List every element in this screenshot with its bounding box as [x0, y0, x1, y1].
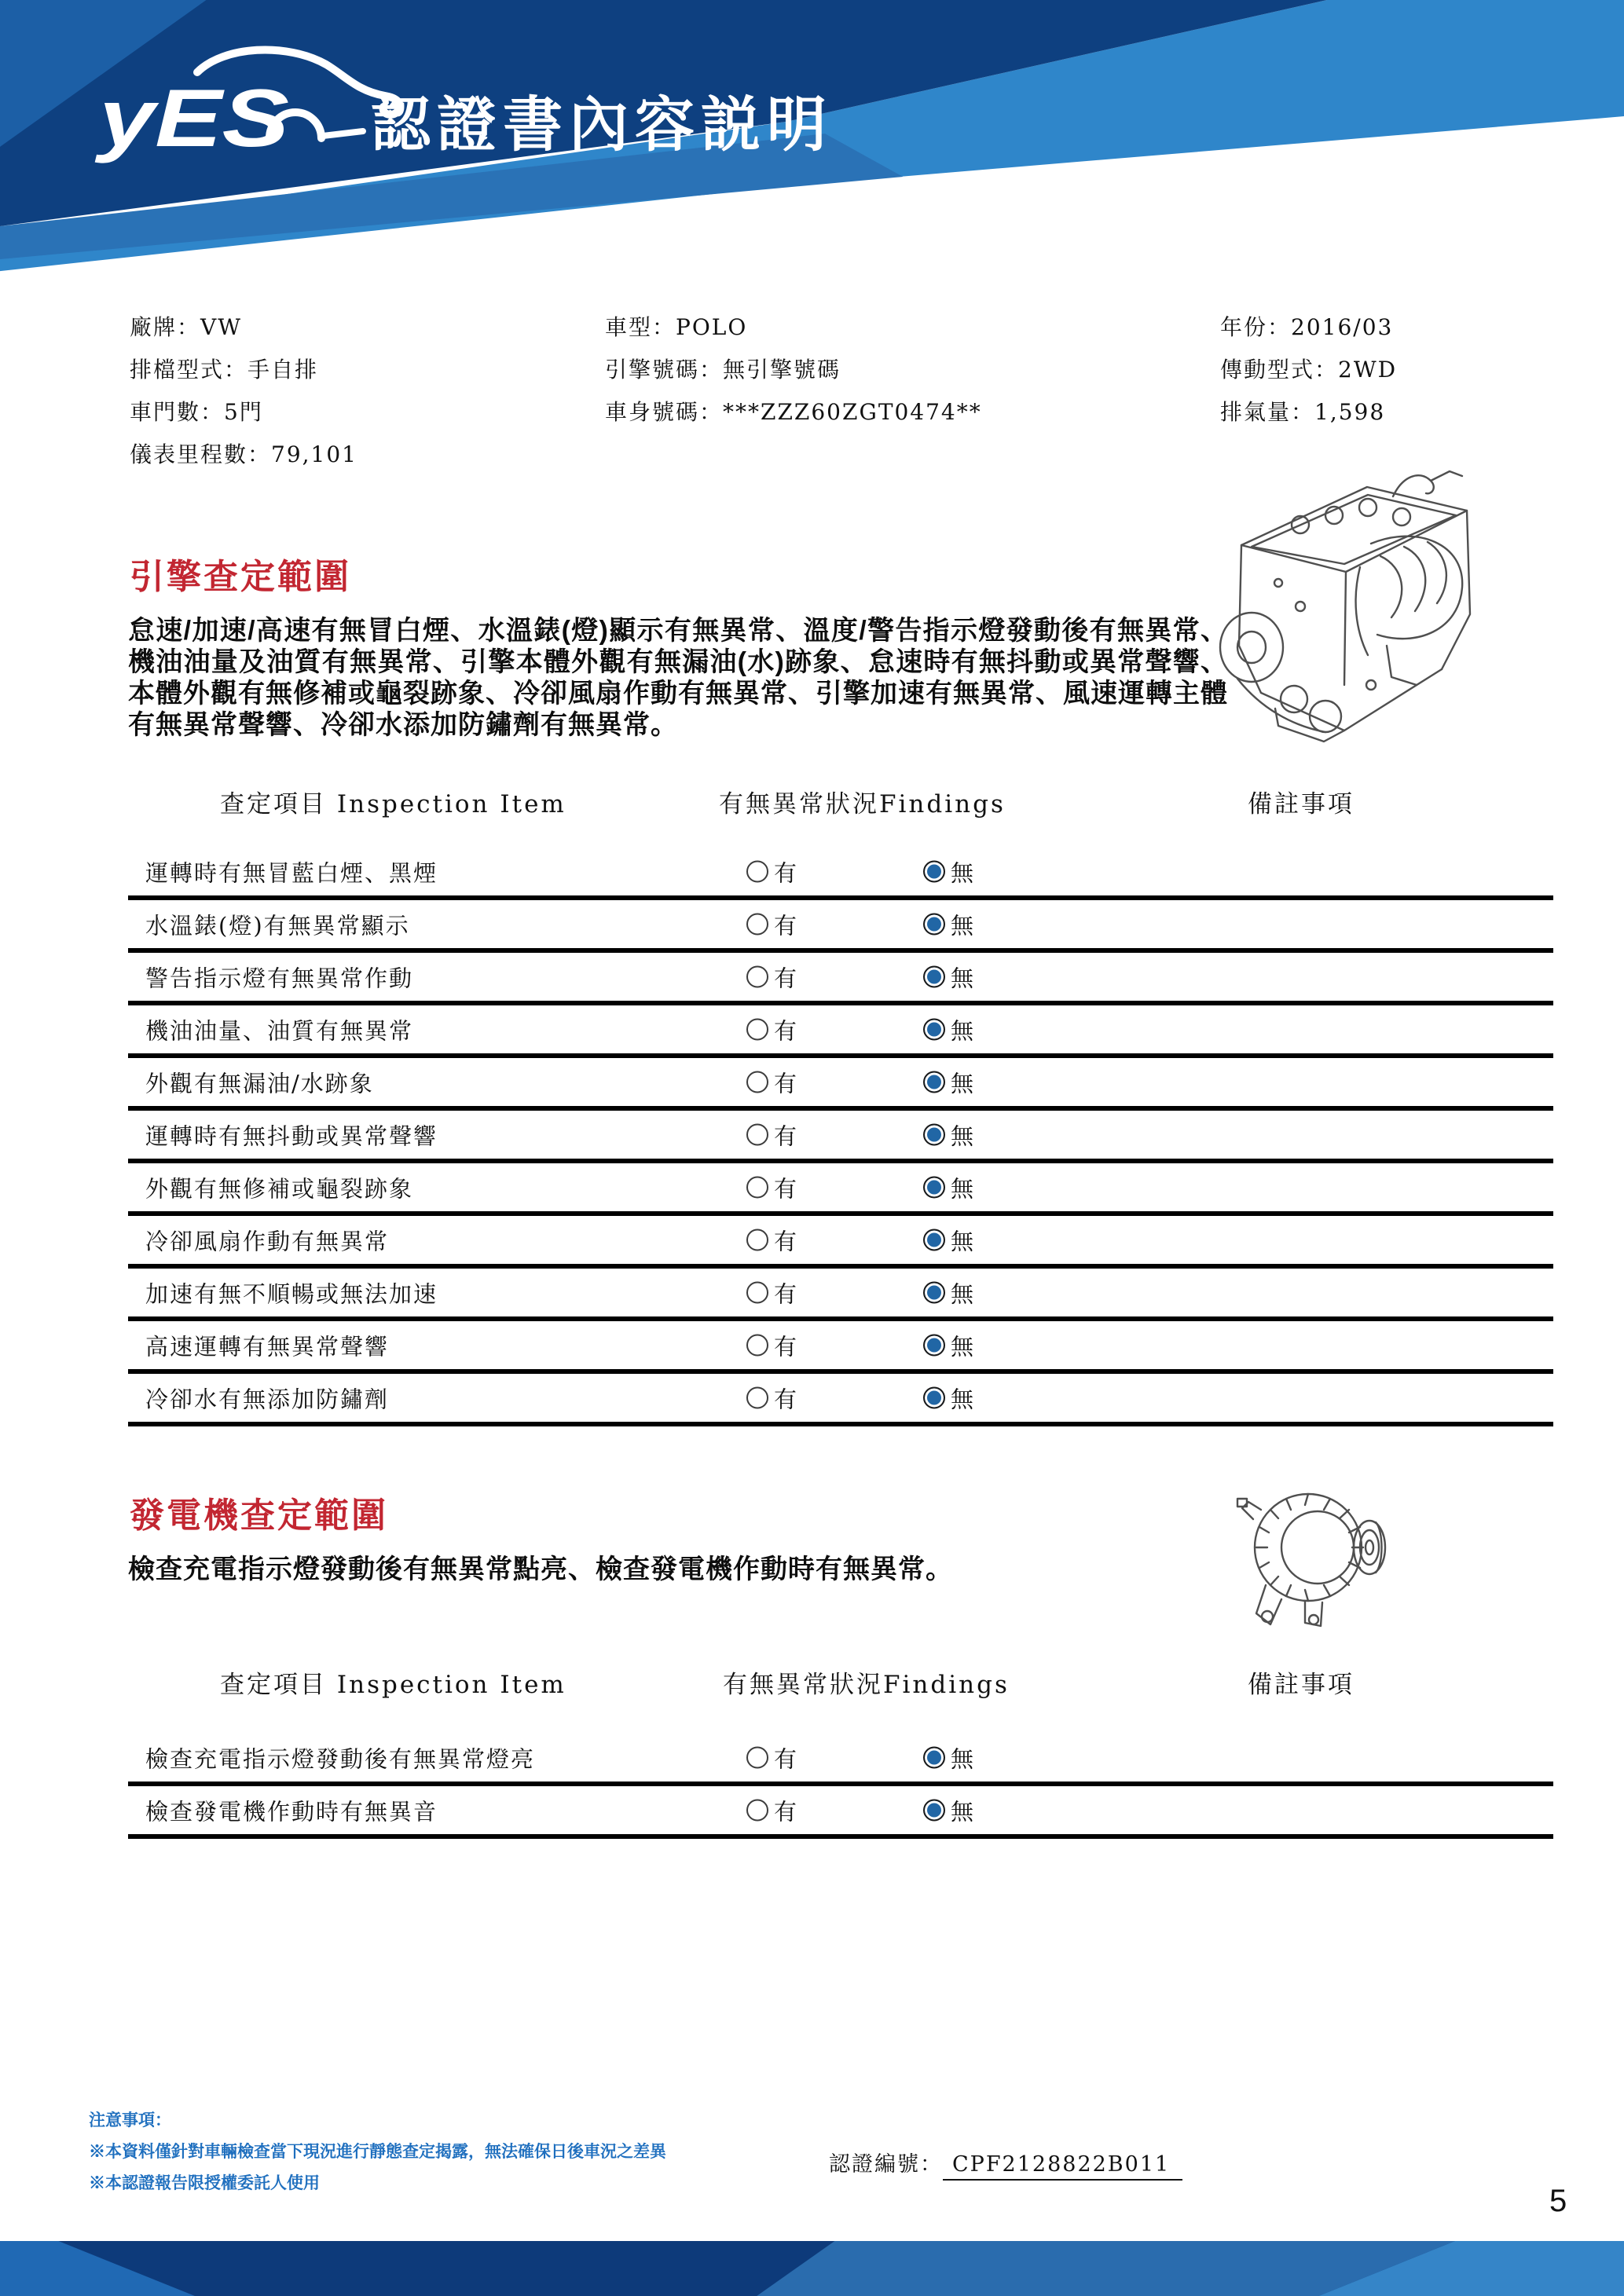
radio-circle-icon — [746, 1800, 768, 1822]
vehicle-engine-number: 引擎號碼：無引擎號碼 — [605, 357, 841, 383]
radio-circle-icon — [923, 1177, 945, 1199]
radio-circle-icon — [746, 1335, 768, 1357]
certificate-number: CPF2128822B011 — [943, 2152, 1182, 2181]
vehicle-brand: 廠牌：VW — [130, 314, 243, 340]
table-row — [128, 1374, 1553, 1426]
vehicle-info-column-3 — [1220, 305, 1397, 432]
radio-yes[interactable]: 有 — [746, 1741, 797, 1774]
radio-yes[interactable]: 有 — [746, 1276, 797, 1309]
inspection-item-label: 冷卻風扇作動有無異常 — [145, 1228, 390, 1254]
radio-circle-icon — [746, 914, 768, 936]
radio-circle-icon — [923, 914, 945, 936]
radio-circle-icon — [923, 1335, 945, 1357]
radio-no[interactable]: 無 — [923, 1013, 973, 1045]
vehicle-info-column-1 — [130, 305, 357, 474]
engine-section-title: 引擎查定範圍 — [130, 558, 351, 596]
radio-circle-icon — [923, 1229, 945, 1251]
table-row — [128, 1058, 1553, 1111]
engine-col-header-item: 查定項目 Inspection Item — [220, 790, 566, 818]
table-row — [128, 1163, 1553, 1216]
radio-yes[interactable]: 有 — [746, 1066, 797, 1098]
radio-yes[interactable]: 有 — [746, 1171, 797, 1203]
notice-item: ※本資料僅針對車輛檢查當下現況進行靜態查定揭露，無法確保日後車況之差異 — [89, 2143, 666, 2161]
radio-no[interactable]: 無 — [923, 1119, 973, 1151]
radio-circle-icon — [923, 1124, 945, 1146]
logo-text: yES — [93, 73, 289, 164]
radio-no[interactable]: 無 — [923, 855, 973, 888]
radio-circle-icon — [923, 1071, 945, 1093]
page-number: 5 — [1549, 2184, 1567, 2218]
radio-circle-icon — [746, 861, 768, 883]
inspection-item-label: 冷卻水有無添加防鏽劑 — [145, 1386, 390, 1412]
radio-no[interactable]: 無 — [923, 1171, 973, 1203]
inspection-item-label: 檢查充電指示燈發動後有無異常燈亮 — [145, 1745, 536, 1772]
engine-section-description: 怠速/加速/高速有無冒白煙、水溫錶(燈)顯示有無異常、溫度/警告指示燈發動後有無異常、機油油量及油質有無異常、引擎本體外觀有無漏油(水)跡象、怠速時有無抖動或異常聲響、本體外觀有無修補或龜裂跡象、冷卻風扇作動有無異常、引擎加速有無異常、風速運轉主體有無異常聲響、冷卻水添加防鏽劑有無異常。 — [128, 616, 1228, 740]
table-row — [128, 953, 1553, 1005]
table-row — [128, 1786, 1553, 1839]
vehicle-drive-type: 傳動型式：2WD — [1220, 357, 1398, 383]
radio-no[interactable]: 無 — [923, 961, 973, 993]
radio-circle-icon — [923, 1387, 945, 1409]
radio-no[interactable]: 無 — [923, 1382, 973, 1414]
certificate-number-label: 認證編號： — [829, 2152, 943, 2177]
generator-col-header-remarks: 備註事項 — [1248, 1671, 1355, 1699]
radio-circle-icon — [746, 1282, 768, 1304]
radio-no[interactable]: 無 — [923, 1224, 973, 1256]
radio-circle-icon — [746, 966, 768, 988]
inspection-item-label: 檢查發電機作動時有無異音 — [145, 1798, 438, 1825]
radio-circle-icon — [923, 1747, 945, 1769]
inspection-item-label: 機油油量、油質有無異常 — [145, 1017, 414, 1044]
table-row — [128, 900, 1553, 953]
radio-yes[interactable]: 有 — [746, 1013, 797, 1045]
vehicle-info-column-2 — [605, 305, 982, 432]
table-row — [128, 1321, 1553, 1374]
generator-col-header-findings: 有無異常狀況Findings — [723, 1671, 1010, 1699]
table-row — [128, 1111, 1553, 1163]
engine-col-header-remarks: 備註事項 — [1248, 790, 1355, 818]
radio-no[interactable]: 無 — [923, 1794, 973, 1826]
engine-illustration — [1206, 449, 1512, 764]
radio-no[interactable]: 無 — [923, 1276, 973, 1309]
radio-yes[interactable]: 有 — [746, 908, 797, 940]
radio-circle-icon — [923, 1019, 945, 1041]
inspection-item-label: 運轉時有無抖動或異常聲響 — [145, 1122, 438, 1149]
radio-yes[interactable]: 有 — [746, 1329, 797, 1361]
vehicle-year: 年份：2016/03 — [1220, 314, 1394, 340]
table-row — [128, 1005, 1553, 1058]
radio-no[interactable]: 無 — [923, 908, 973, 940]
inspection-item-label: 外觀有無漏油/水跡象 — [145, 1070, 374, 1097]
radio-yes[interactable]: 有 — [746, 1382, 797, 1414]
generator-col-header-item: 查定項目 Inspection Item — [220, 1671, 566, 1699]
radio-no[interactable]: 無 — [923, 1329, 973, 1361]
page-title: 認證書內容説明 — [371, 92, 833, 159]
alternator-illustration — [1230, 1475, 1418, 1640]
radio-yes[interactable]: 有 — [746, 961, 797, 993]
radio-circle-icon — [923, 1800, 945, 1822]
radio-circle-icon — [746, 1124, 768, 1146]
radio-circle-icon — [746, 1071, 768, 1093]
table-row — [128, 1734, 1553, 1786]
engine-col-header-findings: 有無異常狀況Findings — [719, 790, 1006, 818]
vehicle-vin: 車身號碼：***ZZZ60ZGT0474** — [605, 399, 982, 425]
inspection-item-label: 加速有無不順暢或無法加速 — [145, 1280, 438, 1307]
vehicle-odometer: 儀表里程數：79,101 — [130, 441, 357, 467]
radio-yes[interactable]: 有 — [746, 1794, 797, 1826]
radio-circle-icon — [746, 1747, 768, 1769]
radio-no[interactable]: 無 — [923, 1066, 973, 1098]
vehicle-model: 車型：POLO — [605, 314, 748, 340]
generator-inspection-table — [128, 1734, 1553, 1839]
radio-circle-icon — [923, 966, 945, 988]
table-row — [128, 1269, 1553, 1321]
notice-title: 注意事項： — [89, 2111, 171, 2129]
radio-circle-icon — [746, 1387, 768, 1409]
inspection-item-label: 水溫錶(燈)有無異常顯示 — [145, 912, 410, 939]
vehicle-door-count: 車門數：5門 — [130, 399, 263, 425]
certificate-number-row — [829, 2147, 1182, 2177]
header-banner — [0, 0, 1624, 275]
radio-no[interactable]: 無 — [923, 1741, 973, 1774]
radio-circle-icon — [746, 1229, 768, 1251]
notice-item: ※本認證報告限授權委託人使用 — [89, 2174, 320, 2192]
inspection-item-label: 高速運轉有無異常聲響 — [145, 1333, 390, 1360]
notice-block — [89, 2105, 666, 2199]
generator-section-description: 檢查充電指示燈發動後有無異常點亮、檢查發電機作動時有無異常。 — [128, 1554, 953, 1584]
radio-circle-icon — [746, 1019, 768, 1041]
inspection-item-label: 警告指示燈有無異常作動 — [145, 965, 414, 991]
vehicle-displacement: 排氣量：1,598 — [1220, 399, 1386, 425]
footer-banner — [0, 2241, 1624, 2296]
generator-section-title: 發電機查定範圍 — [130, 1496, 388, 1535]
radio-yes[interactable]: 有 — [746, 855, 797, 888]
table-row — [128, 848, 1553, 900]
engine-inspection-table — [128, 848, 1553, 1426]
radio-yes[interactable]: 有 — [746, 1224, 797, 1256]
table-row — [128, 1216, 1553, 1269]
radio-yes[interactable]: 有 — [746, 1119, 797, 1151]
inspection-item-label: 運轉時有無冒藍白煙、黑煙 — [145, 859, 438, 886]
radio-circle-icon — [746, 1177, 768, 1199]
vehicle-transmission-type: 排檔型式：手自排 — [130, 357, 319, 383]
inspection-item-label: 外觀有無修補或龜裂跡象 — [145, 1175, 414, 1202]
radio-circle-icon — [923, 861, 945, 883]
radio-circle-icon — [923, 1282, 945, 1304]
